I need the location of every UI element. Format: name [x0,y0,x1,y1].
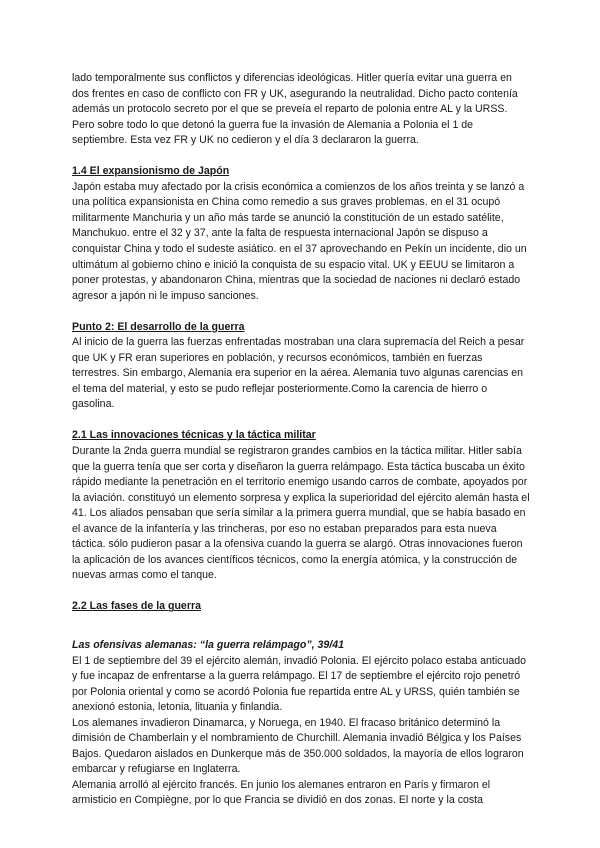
heading-innovaciones-tecnicas: 2.1 Las innovaciones técnicas y la táctica militar [72,429,316,442]
heading-fases-guerra: 2.2 Las fases de la guerra [72,600,201,613]
paragraph-dinamarca-noruega: Los alemanes invadieron Dinamarca, y Noruega, en 1940. El fracaso británico determinó la dimisión de Chamberlain y el nombramiento de Churchill. Alemania invadió Bélgica y los Países Bajos. Quedaron aislados en Dunkerque más de 350.000 soldados, la mayoría de ellos lograron embarcar y refugiarse en Inglaterra. [72,716,524,776]
subheading-ofensivas-alemanas: Las ofensivas alemanas: “la guerra relámpago”, 39/41 [72,638,345,651]
paragraph-desarrollo: Al inicio de la guerra las fuerzas enfrentadas mostraban una clara supremacía del Reich a pesar que UK y FR eran superiores en población, y recursos económicos, también en fuerzas terrestres. Sin embargo, Alemania era superior en la aérea. Alemania tuvo algunas carencias en el tema del material, y esto se pudo reflejar posteriormente.Como la carencia de hierro o gasolina. [72,336,525,411]
heading-expansionismo-japon: 1.4 El expansionismo de Japón [72,165,230,178]
paragraph-intro: lado temporalmente sus conflictos y diferencias ideológicas. Hitler quería evitar una guerra en dos frentes en caso de conflicto con FR y UK, asegurando la neutralidad. Dicho pacto contenía además un protocolo secreto por el que se preveía el reparto de polonia entre AL y la URSS. Pero sobre todo lo que detonó la guerra fue la invasión de Alemania a Polonia el 1 de septiembre. Esta vez FR y UK no cedieron y el día 3 declararon la guerra. [72,72,518,147]
paragraph-innovaciones: Durante la 2nda guerra mundial se registraron grandes cambios en la táctica militar. Hitler sabía que la guerra tenía que ser corta y diseñaron la guerra relámpago. Esta táctica buscaba un éxito rápido mediante la penetración en el territorio enemigo usando carros de combate, apoyados por la aviación. constituyó un elemento sorpresa y explica la superioridad del ejército alemán hasta el 41. Los aliados pensaban que sería similar a la primera guerra mundial, que se había basado en el avance de la infantería y las trincheras, por eso no estaban preparados para esta nueva táctica. sólo pudieron pasar a la ofensiva cuando la guerra se alargó. Otras innovaciones fueron la aplicación de los avances científicos técnicos, como la energía atómica, y la construcción de nuevas armas como el tanque. [72,444,530,582]
paragraph-francia: Alemania arrolló al ejército francés. En junio los alemanes entraron en París y firmaron el armisticio en Compiègne, por lo que Francia se dividió en dos zonas. El norte y la costa [72,778,491,807]
heading-desarrollo-guerra: Punto 2: El desarrollo de la guerra [72,320,245,333]
paragraph-polonia: El 1 de septiembre del 39 el ejército alemán, invadió Polonia. El ejército polaco estaba anticuado y fue incapaz de enfrentarse a la guerra relámpago. El 17 de septiembre el ejército rojo penetró por Polonia oriental y como se acordó Polonia fue repartida entre AL y URSS, quién también se anexionó estonia, letonia, lituania y finlandia. [72,654,527,714]
paragraph-japon: Japón estaba muy afectado por la crisis económica a comienzos de los años treinta y se lanzó a una política expansionista en China como remedio a sus graves problemas. en el 31 ocupó militarmente Manchuria y un año más tarde se anunció la constitución de un estado satélite, Manchukuo. entre el 32 y 37, ante la falta de respuesta internacional Japón se dispuso a conquistar China y todo el sudeste asiático. en el 37 aprovechando en Pekín un incidente, dio un ultimátum al gobierno chino e inició la conquista de su espacio vital. UK y EEUU se limitaron a poner protestas, y abandonaron China, mientras que la sociedad de naciones ni declaró estado agresor a japón ni le impuso sanciones. [72,180,527,302]
